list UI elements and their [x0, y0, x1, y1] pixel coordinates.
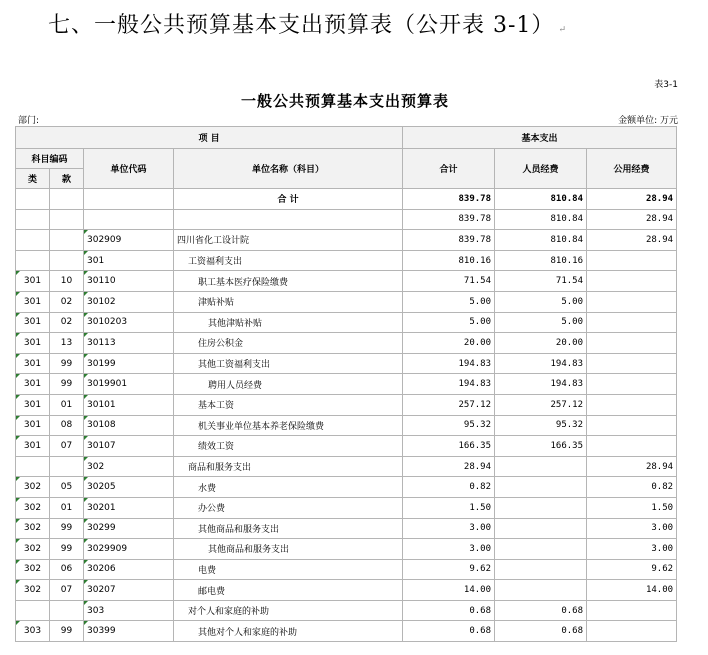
header-project: 项 目: [16, 127, 403, 149]
table-row: [16, 497, 677, 518]
cell-unit-code: [84, 209, 174, 230]
cell-total: 95.32: [403, 415, 495, 436]
cell-total: 5.00: [403, 312, 495, 333]
cell-class: 301: [16, 374, 50, 395]
cell-unit-code: 30399: [84, 621, 174, 642]
cell-personnel: 71.54: [495, 271, 587, 292]
cell-class: 302: [16, 559, 50, 580]
cell-personnel: 166.35: [495, 436, 587, 457]
cell-class: [16, 600, 50, 621]
cell-unit-name: 办公费: [174, 497, 403, 518]
cell-public: 3.00: [587, 518, 677, 539]
table-row: [16, 436, 677, 457]
cell-section: 07: [50, 436, 84, 457]
cell-total: 14.00: [403, 580, 495, 601]
cell-class: 303: [16, 621, 50, 642]
cell-unit-name: [174, 209, 403, 230]
cell-total: 839.78: [403, 230, 495, 251]
cell-section: 13: [50, 333, 84, 354]
cell-public: [587, 374, 677, 395]
cell-section: 02: [50, 291, 84, 312]
table-row: [16, 250, 677, 271]
cell-personnel: 5.00: [495, 312, 587, 333]
cell-unit-name: 津贴补贴: [174, 291, 403, 312]
cell-class: 302: [16, 518, 50, 539]
cell-total: 194.83: [403, 374, 495, 395]
cell-section: 01: [50, 394, 84, 415]
cell-unit-name: 对个人和家庭的补助: [174, 600, 403, 621]
cell-unit-name: 其他商品和服务支出: [174, 539, 403, 560]
table-row: [16, 477, 677, 498]
cell-unit-code: [84, 189, 174, 210]
cell-personnel: 257.12: [495, 394, 587, 415]
page-heading: [48, 8, 567, 39]
cell-class: 301: [16, 436, 50, 457]
cell-class: [16, 209, 50, 230]
cell-public: [587, 271, 677, 292]
cell-unit-code: 30201: [84, 497, 174, 518]
cell-public: [587, 600, 677, 621]
cell-class: 301: [16, 415, 50, 436]
page-heading-text: 七、一般公共预算基本支出预算表（公开表 3-1）: [48, 13, 555, 38]
cell-unit-name: 职工基本医疗保险缴费: [174, 271, 403, 292]
cell-total: 839.78: [403, 209, 495, 230]
cell-unit-code: 3029909: [84, 539, 174, 560]
cell-personnel: 810.84: [495, 189, 587, 210]
cell-personnel: 95.32: [495, 415, 587, 436]
table-header: [16, 127, 677, 189]
cell-unit-code: 30205: [84, 477, 174, 498]
cell-total: 1.50: [403, 497, 495, 518]
cell-unit-code: 30102: [84, 291, 174, 312]
cell-unit-name: 住房公积金: [174, 333, 403, 354]
cell-personnel: [495, 580, 587, 601]
header-row-2: [16, 149, 677, 169]
cell-total: 839.78: [403, 189, 495, 210]
cell-unit-name: 聘用人员经费: [174, 374, 403, 395]
cell-section: [50, 189, 84, 210]
cell-unit-name: 电费: [174, 559, 403, 580]
cell-personnel: 810.84: [495, 230, 587, 251]
cell-public: [587, 436, 677, 457]
cell-section: 99: [50, 353, 84, 374]
cell-unit-code: 30206: [84, 559, 174, 580]
cell-unit-name: 水费: [174, 477, 403, 498]
grand-total-row: [16, 189, 677, 210]
cell-unit-code: 301: [84, 250, 174, 271]
cell-unit-name: 其他工资福利支出: [174, 353, 403, 374]
cell-public: 9.62: [587, 559, 677, 580]
cell-section: [50, 456, 84, 477]
table-row: [16, 518, 677, 539]
cell-personnel: 194.83: [495, 353, 587, 374]
table-row: [16, 209, 677, 230]
cell-unit-code: 30299: [84, 518, 174, 539]
cell-section: 05: [50, 477, 84, 498]
cell-unit-code: 30207: [84, 580, 174, 601]
cell-section: 02: [50, 312, 84, 333]
table-row: [16, 580, 677, 601]
cell-total: 0.68: [403, 600, 495, 621]
cell-section: 99: [50, 518, 84, 539]
cell-unit-name: 工资福利支出: [174, 250, 403, 271]
cell-personnel: 20.00: [495, 333, 587, 354]
cell-section: [50, 600, 84, 621]
cell-total: 5.00: [403, 291, 495, 312]
cell-class: [16, 250, 50, 271]
cell-public: 28.94: [587, 456, 677, 477]
header-subject-code: 科目编码: [16, 149, 84, 169]
cell-personnel: [495, 559, 587, 580]
cell-class: 301: [16, 333, 50, 354]
cell-personnel: 810.84: [495, 209, 587, 230]
cell-public: [587, 621, 677, 642]
cell-public: [587, 353, 677, 374]
cell-public: 28.94: [587, 189, 677, 210]
cell-section: [50, 250, 84, 271]
header-total: 合计: [403, 149, 495, 189]
cell-class: [16, 230, 50, 251]
cell-unit-code: 30107: [84, 436, 174, 457]
cell-section: 10: [50, 271, 84, 292]
header-row-1: [16, 127, 677, 149]
cell-class: 301: [16, 312, 50, 333]
header-public: 公用经费: [587, 149, 677, 189]
cell-public: 3.00: [587, 539, 677, 560]
cell-unit-name: 机关事业单位基本养老保险缴费: [174, 415, 403, 436]
cell-total: 166.35: [403, 436, 495, 457]
cell-unit-name: 邮电费: [174, 580, 403, 601]
cell-unit-name: 其他对个人和家庭的补助: [174, 621, 403, 642]
table-row: [16, 374, 677, 395]
cell-class: 301: [16, 271, 50, 292]
table-row: [16, 291, 677, 312]
cell-personnel: 0.68: [495, 600, 587, 621]
cell-public: 14.00: [587, 580, 677, 601]
cell-personnel: 194.83: [495, 374, 587, 395]
cell-unit-code: 3019901: [84, 374, 174, 395]
cell-unit-code: 302909: [84, 230, 174, 251]
cell-public: [587, 394, 677, 415]
budget-table: [15, 126, 677, 642]
cell-unit-name: 合 计: [174, 189, 403, 210]
cell-public: 0.82: [587, 477, 677, 498]
cell-unit-code: 30110: [84, 271, 174, 292]
header-basic-expenditure: 基本支出: [403, 127, 677, 149]
table-row: [16, 559, 677, 580]
table-row: [16, 312, 677, 333]
header-unit-code: 单位代码: [84, 149, 174, 189]
cell-personnel: [495, 518, 587, 539]
cell-section: 99: [50, 374, 84, 395]
cell-total: 28.94: [403, 456, 495, 477]
cell-unit-code: 3010203: [84, 312, 174, 333]
cell-total: 0.82: [403, 477, 495, 498]
cell-total: 0.68: [403, 621, 495, 642]
table-row: [16, 621, 677, 642]
cell-section: 06: [50, 559, 84, 580]
paragraph-mark-icon: ↵: [558, 25, 567, 35]
cell-total: 20.00: [403, 333, 495, 354]
cell-unit-code: 30199: [84, 353, 174, 374]
cell-personnel: [495, 456, 587, 477]
cell-public: [587, 415, 677, 436]
cell-unit-name: 绩效工资: [174, 436, 403, 457]
table-row: [16, 353, 677, 374]
cell-total: 3.00: [403, 539, 495, 560]
cell-public: 28.94: [587, 230, 677, 251]
cell-class: 301: [16, 394, 50, 415]
table-row: [16, 394, 677, 415]
cell-class: 301: [16, 353, 50, 374]
cell-unit-code: 30101: [84, 394, 174, 415]
cell-unit-name: 基本工资: [174, 394, 403, 415]
cell-class: 302: [16, 580, 50, 601]
cell-personnel: [495, 477, 587, 498]
table-row: [16, 333, 677, 354]
cell-public: [587, 291, 677, 312]
cell-section: 01: [50, 497, 84, 518]
cell-section: 08: [50, 415, 84, 436]
cell-unit-name: 其他津贴补贴: [174, 312, 403, 333]
cell-unit-code: 30113: [84, 333, 174, 354]
cell-unit-code: 30108: [84, 415, 174, 436]
table-row: [16, 230, 677, 251]
cell-unit-name: 四川省化工设计院: [174, 230, 403, 251]
cell-total: 71.54: [403, 271, 495, 292]
cell-section: 07: [50, 580, 84, 601]
cell-public: 28.94: [587, 209, 677, 230]
cell-class: 302: [16, 497, 50, 518]
cell-personnel: 810.16: [495, 250, 587, 271]
cell-section: [50, 209, 84, 230]
cell-class: 302: [16, 477, 50, 498]
table-row: [16, 271, 677, 292]
cell-section: 99: [50, 539, 84, 560]
cell-unit-code: 303: [84, 600, 174, 621]
cell-unit-name: 其他商品和服务支出: [174, 518, 403, 539]
cell-class: [16, 189, 50, 210]
cell-personnel: [495, 497, 587, 518]
cell-section: 99: [50, 621, 84, 642]
cell-class: 301: [16, 291, 50, 312]
cell-total: 194.83: [403, 353, 495, 374]
table-row: [16, 539, 677, 560]
table-title: 一般公共预算基本支出预算表: [240, 92, 449, 110]
table-body: [16, 189, 677, 642]
header-personnel: 人员经费: [495, 149, 587, 189]
cell-total: 810.16: [403, 250, 495, 271]
cell-class: [16, 456, 50, 477]
cell-public: [587, 250, 677, 271]
table-row: [16, 456, 677, 477]
cell-personnel: 5.00: [495, 291, 587, 312]
header-class: 类: [16, 169, 50, 189]
cell-section: [50, 230, 84, 251]
department-label: 部门:: [18, 116, 40, 126]
cell-total: 9.62: [403, 559, 495, 580]
header-section: 款: [50, 169, 84, 189]
table-row: [16, 600, 677, 621]
amount-unit-label: 金额单位: 万元: [618, 116, 678, 126]
cell-unit-code: 302: [84, 456, 174, 477]
cell-total: 3.00: [403, 518, 495, 539]
cell-public: [587, 333, 677, 354]
cell-personnel: [495, 539, 587, 560]
cell-personnel: 0.68: [495, 621, 587, 642]
table-number: 表3-1: [654, 80, 678, 90]
table-row: [16, 415, 677, 436]
cell-unit-name: 商品和服务支出: [174, 456, 403, 477]
cell-public: [587, 312, 677, 333]
cell-public: 1.50: [587, 497, 677, 518]
header-unit-name: 单位名称（科目）: [174, 149, 403, 189]
cell-class: 302: [16, 539, 50, 560]
cell-total: 257.12: [403, 394, 495, 415]
